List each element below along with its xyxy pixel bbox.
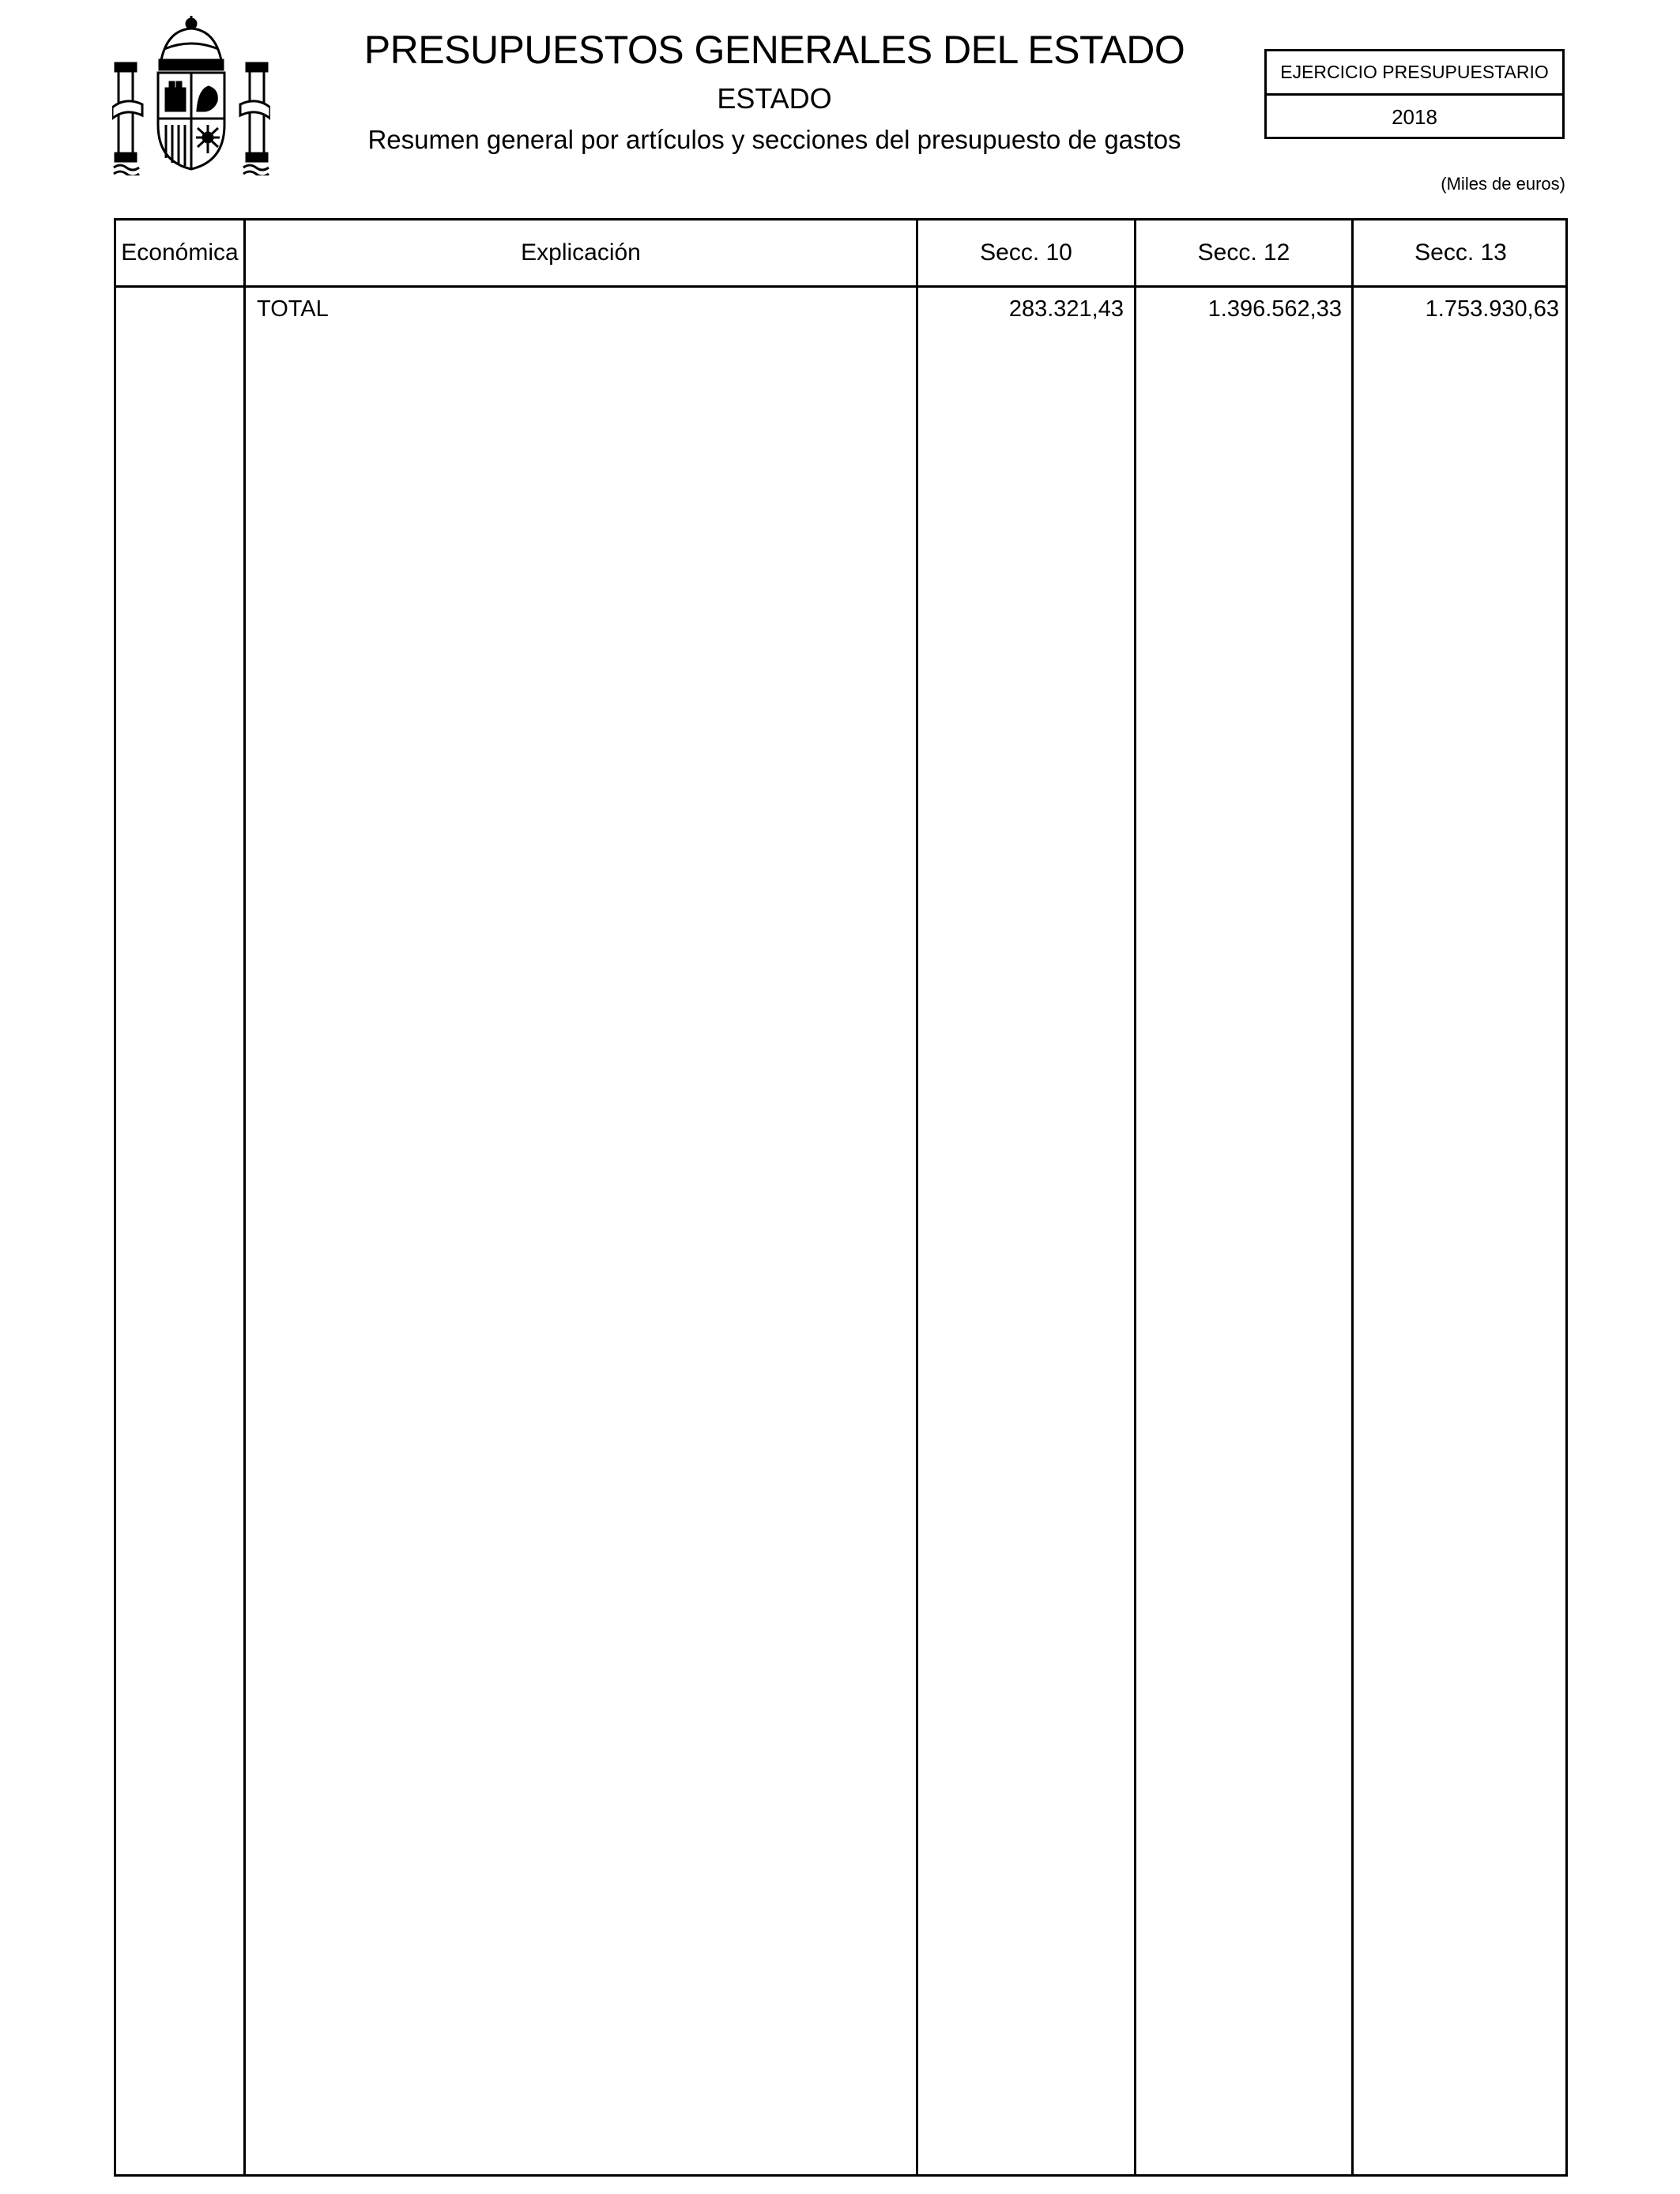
page-title: PRESUPUESTOS GENERALES DEL ESTADO <box>363 28 1185 72</box>
column-header-explicacion: Explicación <box>521 239 641 266</box>
column-divider <box>243 221 246 2174</box>
cell-secc-13: 1.753.930,63 <box>1425 296 1559 322</box>
ejercicio-year: 2018 <box>1392 105 1437 129</box>
page-subtitle: ESTADO <box>717 82 832 115</box>
budget-table <box>114 218 1568 2177</box>
column-header-secc-13: Secc. 13 <box>1414 239 1507 266</box>
header-divider <box>116 285 1565 288</box>
column-divider <box>1351 221 1354 2174</box>
units-label: (Miles de euros) <box>1441 174 1565 194</box>
column-divider <box>916 221 918 2174</box>
cell-secc-10: 283.321,43 <box>1008 296 1124 322</box>
column-header-economica: Económica <box>121 239 239 266</box>
ejercicio-label: EJERCICIO PRESUPUESTARIO <box>1267 51 1562 96</box>
column-divider <box>1134 221 1136 2174</box>
page-description: Resumen general por artículos y secciones del presupuesto de gastos <box>367 125 1181 154</box>
coat-of-arms-icon <box>112 14 270 175</box>
cell-secc-12: 1.396.562,33 <box>1207 296 1342 322</box>
ejercicio-box <box>1264 49 1565 139</box>
column-header-secc-12: Secc. 12 <box>1197 239 1290 266</box>
column-header-secc-10: Secc. 10 <box>980 239 1072 266</box>
cell-explicacion: TOTAL <box>257 296 329 322</box>
